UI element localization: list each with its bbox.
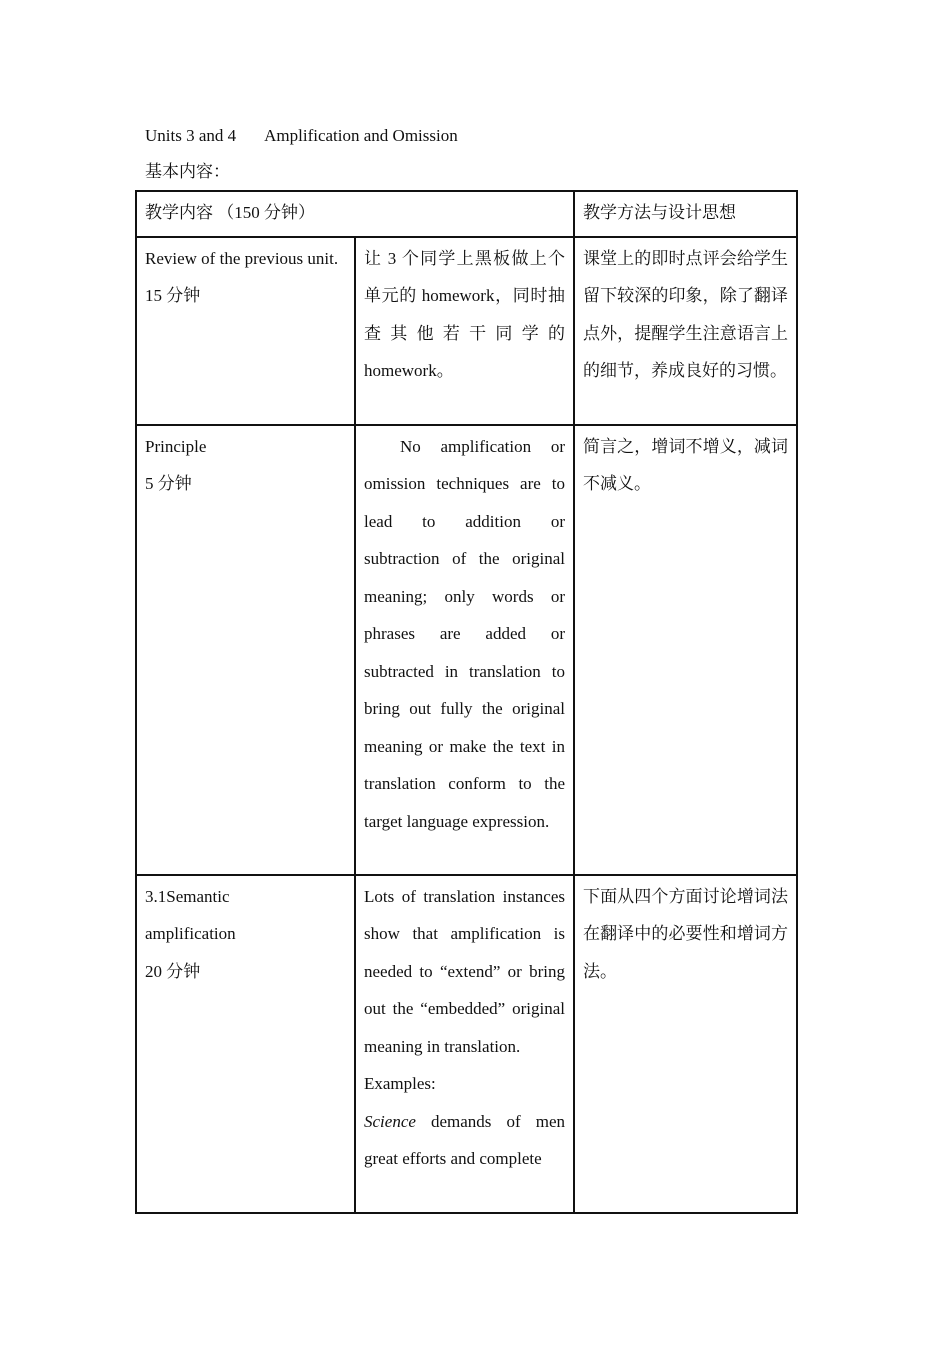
topic-cell [136, 237, 355, 425]
lesson-plan-table [135, 190, 798, 1214]
topic-label: Amplification and Omission [264, 126, 458, 145]
topic-text: Principle [145, 436, 207, 456]
example-rest: demands of men great efforts and complete [364, 1111, 565, 1168]
time-text: 5 分钟 [145, 474, 192, 493]
section-subtitle: 基本内容： [145, 162, 230, 181]
unit-label: Units 3 and 4 [145, 126, 237, 145]
example-sentence [364, 1103, 565, 1178]
time-text: 15 分钟 [145, 286, 201, 305]
examples-label: Examples: [364, 1074, 436, 1093]
topic-text: Review of the previous unit. [145, 248, 339, 268]
table-header-row [136, 191, 797, 237]
method-cell: 简言之，增词不增义，减词不减义。 [574, 425, 797, 875]
content-cell: No amplification or omission techniques are to lead to addition or subtraction of the original meaning; only words or phrases are added or subtracted in translation to bring out fully the original meaning or make the text in translation conform to the target language expression. [355, 425, 574, 875]
time-text: 20 分钟 [145, 961, 201, 981]
header-method-cell: 教学方法与设计思想 [574, 191, 797, 237]
content-cell [355, 875, 574, 1213]
topic-text: 3.1Semantic amplification [145, 886, 236, 943]
content-cell: 让 3 个同学上黑板做上个单元的 homework，同时抽查其他若干同学的 homework。 [355, 237, 574, 425]
table-row [136, 237, 797, 425]
table-row [136, 875, 797, 1213]
table-row [136, 425, 797, 875]
method-cell: 课堂上的即时点评会给学生留下较深的印象，除了翻译点外，提醒学生注意语言上的细节，养成良好的习惯。 [574, 237, 797, 425]
example-italic-word: Science [364, 1111, 416, 1131]
header-content-cell: 教学内容 （150 分钟） [136, 191, 574, 237]
topic-cell [136, 425, 355, 875]
topic-cell [136, 875, 355, 1213]
content-text: Lots of translation instances show that amplification is needed to “extend” or bring out the “embedded” original meaning in translation. [364, 886, 565, 1056]
document-title [145, 124, 458, 148]
method-cell: 下面从四个方面讨论增词法在翻译中的必要性和增词方法。 [574, 875, 797, 1213]
